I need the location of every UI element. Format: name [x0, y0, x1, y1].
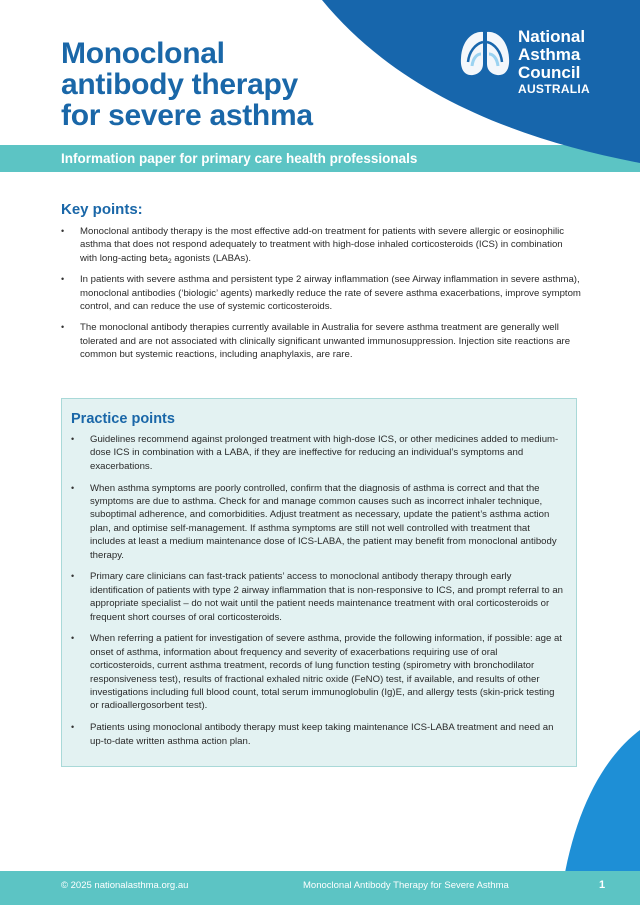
title-line-1: Monoclonal: [61, 37, 225, 70]
logo-line-1: National: [518, 27, 586, 46]
practice-point-item: • Patients using monoclonal antibody therapy must keep taking maintenance ICS-LABA treatment and need an up-to-date written asthma action plan.: [71, 721, 563, 748]
practice-point-item: • When asthma symptoms are poorly controlled, confirm that the diagnosis of asthma is correct and that the symptoms are due to asthma. Check for and manage common causes such as incorrect inhaler technique, suboptimal adherence, and comorbidities. Adjust treatment as necessary, update the patient’s asthma action plan, and optimise self-management. If asthma symptoms are still not well controlled with treatment that includes at least a medium maintenance dose of ICS-LABA, the patient may benefit from monoclonal antibody therapy.: [71, 482, 563, 562]
practice-point-item: • Guidelines recommend against prolonged treatment with high-dose ICS, or other medicines added to medium-dose ICS in combination with a LABA, if they are ineffective for reducing an individual’s symptoms and exacerbations.: [71, 433, 563, 473]
title-line-3: for severe asthma: [61, 99, 313, 132]
key-point-item: • In patients with severe asthma and persistent type 2 airway inflammation (see Airway inflammation in severe asthma), monoclonal antibodies (‘biologic’ agents) markedly reduce the rate of severe asthma exacerbations, improve symptom control, and can reduce the use of systemic corticosteroids.: [61, 273, 581, 313]
logo-wordmark: [518, 28, 590, 96]
lungs-icon: [459, 28, 511, 80]
page-title: [61, 38, 313, 131]
practice-points-heading: Practice points: [71, 411, 175, 427]
key-point-item: [61, 225, 581, 265]
header-swoosh: [322, 0, 640, 163]
footer-copyright: © 2025 nationalasthma.org.au: [61, 880, 189, 891]
practice-point-item: • Primary care clinicians can fast-track patients’ access to monoclonal antibody therapy through early identification of patients with type 2 airway inflammation that is non-responsive to ICS, and prompt referral to an appropriate specialist – do not wait until the patient needs maintenance treatment with oral corticosteroids or frequent short courses of oral corticosteroids.: [71, 570, 563, 624]
key-point-item: • The monoclonal antibody therapies currently available in Australia for severe asthma treatment are generally well tolerated and are not associated with clinically significant unwanted immunosuppression. Injection site reactions are common but systemic reactions, including anaphylaxis, are rare.: [61, 321, 581, 361]
logo-line-4: AUSTRALIA: [518, 82, 591, 96]
title-line-2: antibody therapy: [61, 68, 298, 101]
logo-line-3: Council: [518, 63, 581, 82]
practice-points-list: [71, 433, 563, 756]
practice-point-item: • When referring a patient for investigation of severe asthma, provide the following information, if possible: age at onset of asthma, information about frequency and severity of exacerbations requiring use of oral corticosteroids, current asthma treatment, records of lung function testing (spirometry with bronchodilator responsiveness test), results of fractional exhaled nitric oxide (FeNO) test, if available, and results of other investigations including full blood count, total serum immunoglobulin (Ig)E, and allergy tests (skin-prick testing or radioallergosorbent test).: [71, 632, 563, 712]
key-point-text: Monoclonal antibody therapy is the most effective add-on treatment for patients with severe allergic or eosinophilic asthma that does not respond adequately to treatment with high-dose inhaled corticosteroids (ICS) in combination with long-acting beta: [80, 226, 565, 264]
page-number: 1: [599, 879, 606, 891]
key-point-text-end: agonists (LABAs).: [171, 252, 252, 264]
beta-subscript: 2: [168, 257, 172, 265]
key-points-heading: Key points:: [61, 201, 143, 218]
footer-document-title: Monoclonal Antibody Therapy for Severe Asthma: [303, 880, 509, 891]
practice-points-box: [61, 398, 577, 767]
banner-subtitle: Information paper for primary care health professionals: [61, 151, 418, 166]
logo-line-2: Asthma: [518, 45, 581, 64]
key-points-list: [61, 225, 581, 370]
